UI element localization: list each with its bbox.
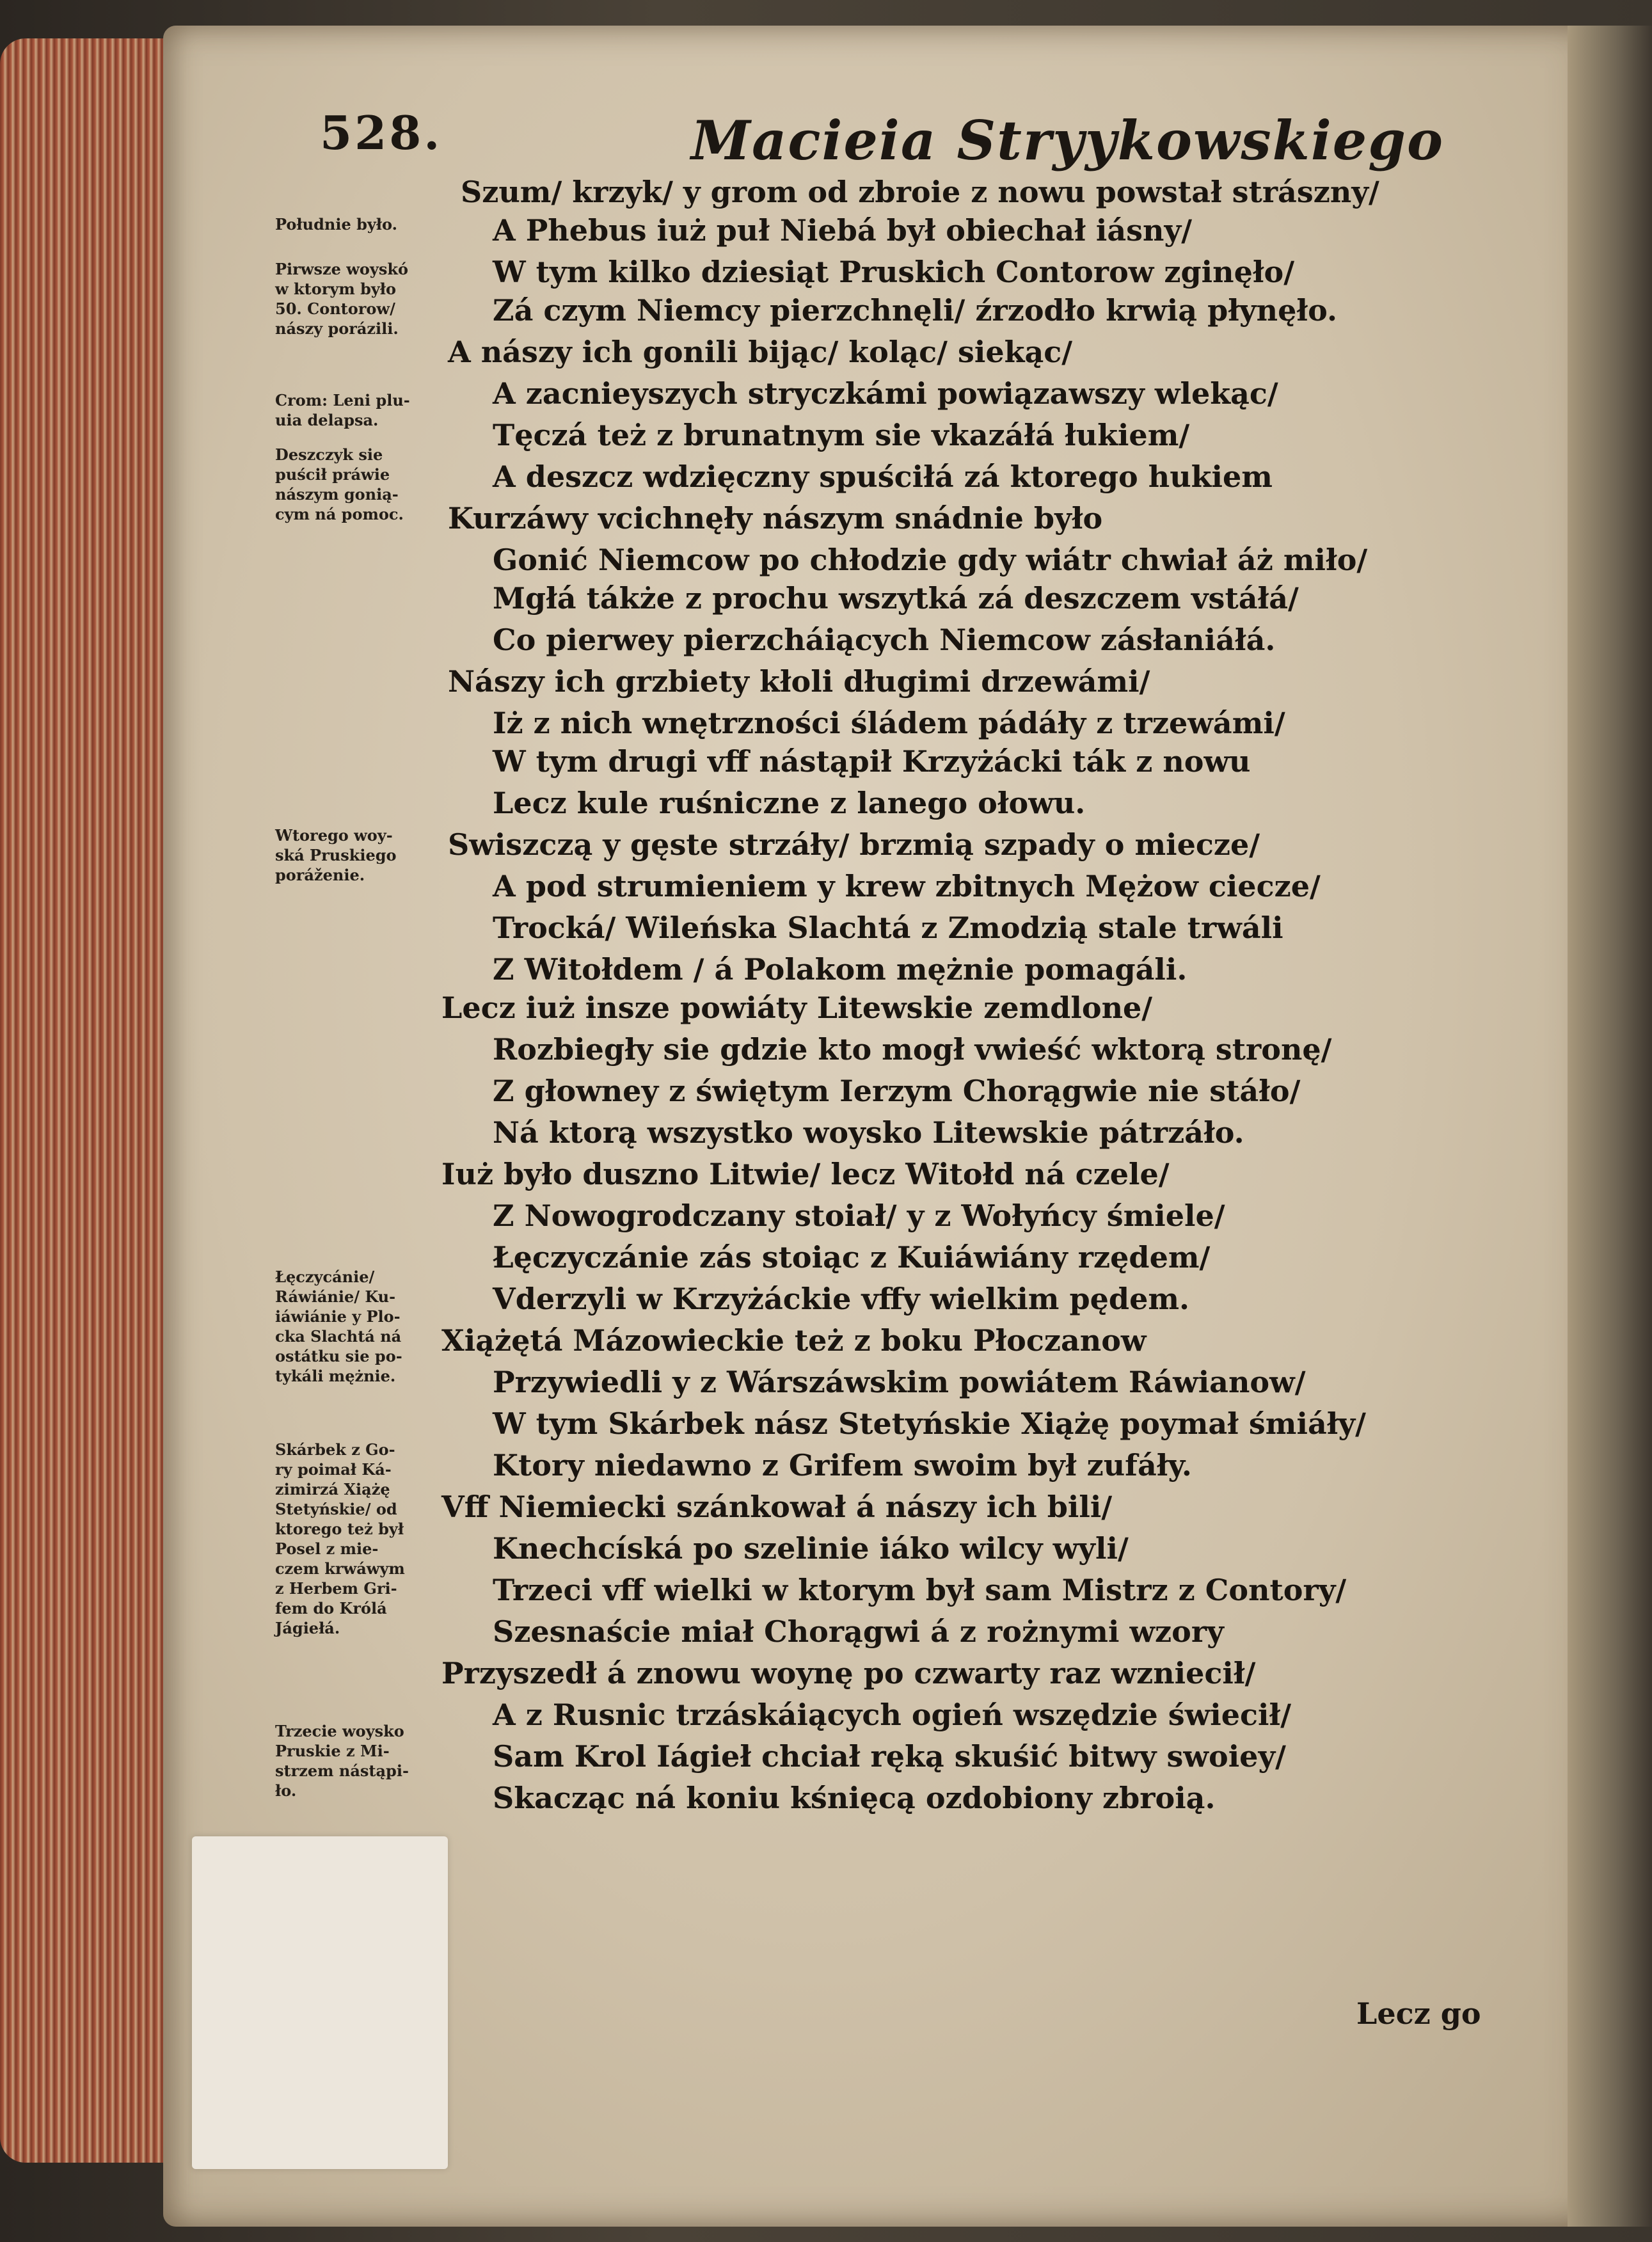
margin-note-line: ło. xyxy=(275,1781,297,1800)
verse-line: Iż z nich wnętrzności śládem pádáły z trzewámi/ xyxy=(493,706,1285,740)
verse-line: Szum/ krzyk/ y grom od zbroie z nowu powstał strászny/ xyxy=(461,175,1379,209)
verse-line: W tym kilko dziesiąt Pruskich Contorow zginęło/ xyxy=(493,255,1295,289)
margin-note-line: nászym gonią- xyxy=(275,485,399,504)
margin-note-line: ská Pruskiego xyxy=(275,846,397,864)
margin-note-line: Łęczycánie/ xyxy=(275,1268,375,1286)
margin-note-line: Stetyńskie/ od xyxy=(275,1500,397,1518)
verse-line: Sam Krol Iágieł chciał ręką skuśić bitwy swoiey/ xyxy=(493,1739,1286,1774)
verse-line: Kurzáwy vcichnęły nászym snádnie było xyxy=(448,501,1103,536)
margin-note-line: uia delapsa. xyxy=(275,411,379,429)
verse-line: Tęczá też z brunatnym sie vkazáłá łukiem/ xyxy=(493,418,1190,452)
verse-line: W tym Skárbek nász Stetyńskie Xiążę poymał śmiáły/ xyxy=(493,1406,1366,1441)
margin-note xyxy=(275,825,461,885)
margin-note-line: Pirwsze woyskó xyxy=(275,260,408,278)
verse-line: Skacząc ná koniu kśnięcą ozdobiony zbroią. xyxy=(493,1781,1216,1815)
verse-line: A nászy ich gonili bijąc/ koląc/ siekąc/ xyxy=(448,335,1073,369)
verse-line: Z Witołdem / á Polakom mężnie pomagáli. xyxy=(493,952,1187,987)
margin-note-line: puścił práwie xyxy=(275,465,390,484)
running-title: Macieia Stryykowskiego xyxy=(691,109,1444,172)
verse-line: Lecz iuż insze powiáty Litewskie zemdlone/ xyxy=(441,990,1153,1025)
margin-note-line: iáwiánie y Plo- xyxy=(275,1307,401,1326)
verse-line: Swiszczą y gęste strzáły/ brzmią szpady o miecze/ xyxy=(448,827,1260,862)
margin-note-line: z Herbem Gri- xyxy=(275,1579,397,1598)
margin-note-line: zimirzá Xiążę xyxy=(275,1480,390,1499)
verse-line: Trocká/ Wileńska Slachtá z Zmodzią stale trwáli xyxy=(493,910,1283,945)
verse-line: Iuż było duszno Litwie/ lecz Witołd ná czele/ xyxy=(441,1157,1170,1191)
verse-line: Łęczyczánie zás stoiąc z Kuiáwiány rzędem/ xyxy=(493,1240,1211,1275)
margin-note xyxy=(275,1267,461,1386)
margin-note-line: Ráwiánie/ Ku- xyxy=(275,1287,396,1306)
verse-line: A deszcz wdzięczny spuściłá zá ktorego hukiem xyxy=(493,459,1273,494)
verse-line: Mgłá tákże z prochu wszytká zá deszczem vstáłá/ xyxy=(493,581,1299,616)
margin-note-line: ry poimał Ká- xyxy=(275,1460,392,1479)
verse-line: Lecz kule ruśniczne z lanego ołowu. xyxy=(493,786,1086,820)
verse-line: A zacnieyszych stryczkámi powiązawszy wlekąc/ xyxy=(493,376,1278,411)
margin-note xyxy=(275,390,461,430)
verse-line: Trzeci vff wielki w ktorym był sam Mistrz z Contory/ xyxy=(493,1573,1347,1607)
margin-note-line: Wtorego woy- xyxy=(275,826,393,845)
margin-note-line: strzem nástąpi- xyxy=(275,1761,409,1780)
margin-note-line: Jágiełá. xyxy=(275,1619,340,1637)
verse-line: A Phebus iuż puł Niebá był obiechał iásny/ xyxy=(493,213,1192,248)
margin-note-line: Posel z mie- xyxy=(275,1539,379,1558)
verse-line: Ktory niedawno z Grifem swoim był zufáły. xyxy=(493,1448,1192,1483)
verse-line: Gonić Niemcow po chłodzie gdy wiátr chwiał áż miło/ xyxy=(493,543,1368,577)
margin-note-line: czem krwáwym xyxy=(275,1559,405,1578)
margin-note-line: Trzecie woysko xyxy=(275,1722,404,1740)
verse-line: Xiążętá Mázowieckie też z boku Płoczanow xyxy=(441,1323,1147,1358)
verse-line: Z głowney z świętym Ierzym Chorągwie nie stáło/ xyxy=(493,1074,1301,1108)
margin-note-line: w ktorym było xyxy=(275,280,397,298)
margin-note-line: Pruskie z Mi- xyxy=(275,1742,390,1760)
margin-note xyxy=(275,1440,461,1638)
margin-note-line: nászy porázili. xyxy=(275,319,399,338)
margin-note xyxy=(275,445,461,524)
margin-note-line: Crom: Leni plu- xyxy=(275,391,410,409)
catchword: Lecz go xyxy=(1356,1996,1481,2031)
margin-note-line: ktorego też był xyxy=(275,1520,404,1538)
book-gutter xyxy=(1568,26,1652,2227)
margin-note-line: cka Slachtá ná xyxy=(275,1327,402,1346)
margin-note-line: ostátku sie po- xyxy=(275,1347,402,1365)
margin-note-line: cym ná pomoc. xyxy=(275,505,404,523)
margin-note-line: Skárbek z Go- xyxy=(275,1440,395,1459)
margin-note xyxy=(275,259,461,338)
verse-line: Szesnaście miał Chorągwi á z rożnymi wzory xyxy=(493,1614,1224,1649)
paper-patch xyxy=(192,1836,448,2169)
margin-note-line: Deszczyk sie xyxy=(275,445,383,464)
verse-line: Knechcíská po szelinie iáko wilcy wyli/ xyxy=(493,1531,1129,1566)
margin-note-line: fem do Królá xyxy=(275,1599,387,1618)
verse-line: A pod strumieniem y krew zbitnych Mężow ciecze/ xyxy=(493,869,1321,903)
verse-line: Rozbiegły sie gdzie kto mogł vwieść wktorą stronę/ xyxy=(493,1032,1332,1067)
margin-note xyxy=(275,1721,461,1801)
verse-line: W tym drugi vff nástąpił Krzyżácki ták z nowu xyxy=(493,744,1251,779)
verse-line: A z Rusnic trzáskáiących ogień wszędzie świecił/ xyxy=(493,1697,1292,1732)
margin-note-line: 50. Contorow/ xyxy=(275,299,395,318)
margin-note-line: poráženie. xyxy=(275,866,365,884)
page-number: 528. xyxy=(320,106,443,160)
verse-line: Przywiedli y z Wárszáwskim powiátem Ráwianow/ xyxy=(493,1365,1306,1399)
margin-note-line: tykáli mężnie. xyxy=(275,1367,396,1385)
verse-line: Vff Niemiecki szánkował á nászy ich bili/ xyxy=(441,1490,1113,1524)
verse-line: Nászy ich grzbiety kłoli długimi drzewámi/ xyxy=(448,664,1150,699)
verse-line: Co pierwey pierzcháiących Niemcow zásłaniáłá. xyxy=(493,623,1276,657)
verse-line: Ná ktorą wszystko woysko Litewskie pátrzáło. xyxy=(493,1115,1244,1150)
margin-note-line: Południe było. xyxy=(275,215,397,234)
margin-note xyxy=(275,214,461,234)
verse-line: Zá czym Niemcy pierzchnęli/ źrzodło krwią płynęło. xyxy=(493,293,1337,328)
verse-line: Z Nowogrodczany stoiał/ y z Wołyńcy śmiele/ xyxy=(493,1198,1225,1233)
verse-line: Vderzyli w Krzyżáckie vffy wielkim pędem. xyxy=(493,1282,1190,1316)
verse-line: Przyszedł á znowu woynę po czwarty raz wzniecił/ xyxy=(441,1656,1256,1690)
